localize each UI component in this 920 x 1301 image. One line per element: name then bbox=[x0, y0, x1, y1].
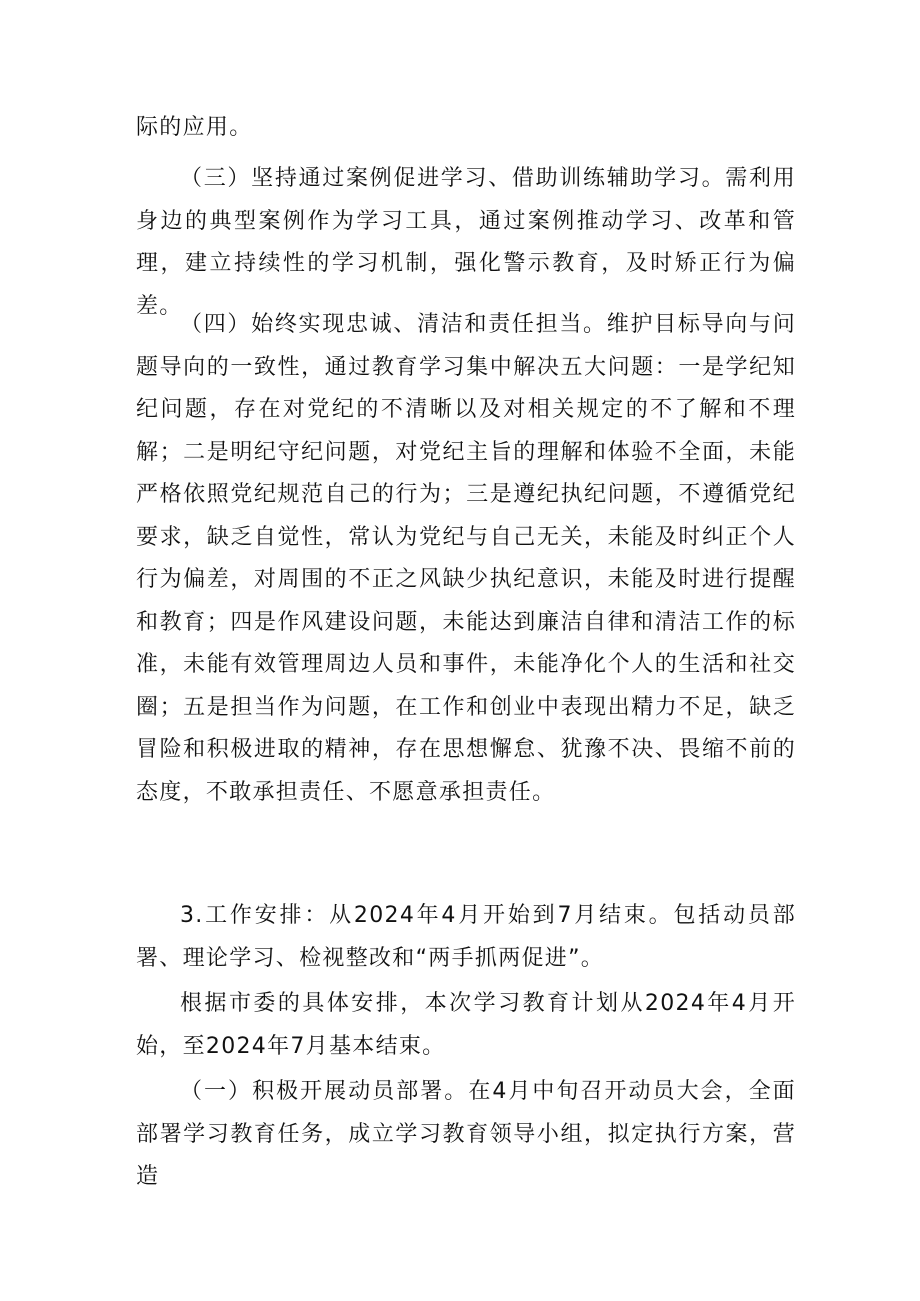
paragraph-section-four: （四）始终实现忠诚、清洁和责任担当。维护目标导向与问题导向的一致性，通过教育学习集中解决五大问题：一是学纪知纪问题，存在对党纪的不清晰以及对相关规定的不了解和不理解；二是明纪守纪问题，对党纪主旨的理解和体验不全面，未能严格依照党纪规范自己的行为；三是遵纪执纪问题，不遵循党纪要求，缺乏自觉性，常认为党纪与自己无关，未能及时纠正个人行为偏差，对周围的不正之风缺少执纪意识，未能及时进行提醒和教育；四是作风建设问题，未能达到廉洁自律和清洁工作的标准，未能有效管理周边人员和事件，未能净化个人的生活和社交圈；五是担当作为问题，在工作和创业中表现出精力不足，缺乏冒险和积极进取的精神，存在思想懈怠、犹豫不决、畏缩不前的态度，不敢承担责任、不愿意承担责任。 bbox=[136, 312, 796, 805]
paragraph-section-three: （三）坚持通过案例促进学习、借助训练辅助学习。需利用身边的典型案例作为学习工具，通过案例推动学习、改革和管理，建立持续性的学习机制，强化警示教育，及时矫正行为偏差。 bbox=[136, 166, 796, 319]
paragraph-schedule: 根据市委的具体安排，本次学习教育计划从2024年4月开始，至2024年7月基本结束。 bbox=[136, 991, 796, 1059]
paragraph-work-arrangement: 3.工作安排：从2024年4月开始到7月结束。包括动员部署、理论学习、检视整改和“两手抓两促进”。 bbox=[136, 903, 796, 971]
paragraph-continuation: 际的应用。 bbox=[136, 115, 253, 140]
paragraph-mobilization: （一）积极开展动员部署。在4月中旬召开动员大会，全面部署学习教育任务，成立学习教育领导小组，拟定执行方案，营造 bbox=[136, 1079, 796, 1189]
